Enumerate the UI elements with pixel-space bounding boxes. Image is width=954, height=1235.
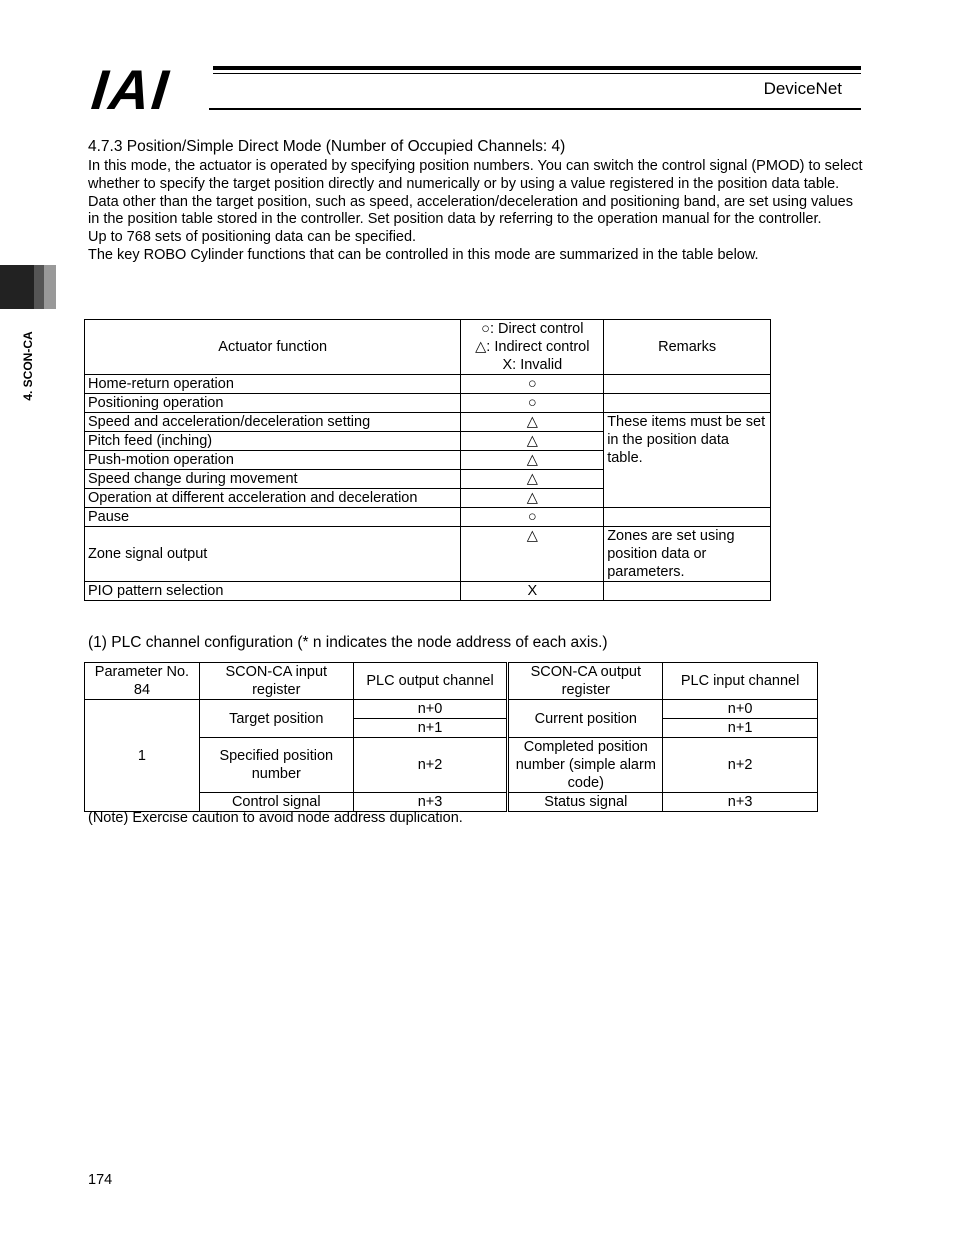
mark-cell: △ <box>461 451 604 470</box>
note-text: (Note) Exercise caution to avoid node address duplication. <box>88 810 463 826</box>
table-header-row <box>85 320 771 375</box>
function-cell: Speed and acceleration/deceleration setting <box>85 413 461 432</box>
remarks-cell <box>604 375 771 394</box>
remarks-position-table: These items must be set in the position data table. <box>604 413 771 508</box>
channel-cell: n+2 <box>663 738 818 793</box>
remarks-cell <box>604 394 771 413</box>
function-cell: Operation at different acceleration and deceleration <box>85 489 461 508</box>
paragraph: The key ROBO Cylinder functions that can be controlled in this mode are summarized in the table below. <box>88 246 759 263</box>
table-row <box>85 394 771 413</box>
header-legend <box>461 320 604 375</box>
header-param: Parameter No. 84 <box>85 663 200 700</box>
header-title: DeviceNet <box>763 79 842 98</box>
channel-cell: n+0 <box>353 700 508 719</box>
function-cell: Pause <box>85 508 461 527</box>
paragraph: Data other than the target position, such as speed, acceleration/deceleration and positioning band, are set using values in the position table stored in the controller. Set position data by referring to the operation manual for the controller. <box>88 193 853 228</box>
header-output-register: SCON-CA output register <box>508 663 663 700</box>
chapter-tab-mid <box>34 265 44 309</box>
function-cell: PIO pattern selection <box>85 582 461 601</box>
remarks-cell <box>604 582 771 601</box>
table-row <box>85 700 818 719</box>
header-function: Actuator function <box>85 320 461 375</box>
iai-logo: IAI <box>88 58 173 121</box>
table-row <box>85 508 771 527</box>
legend-invalid: X: Invalid <box>502 357 563 373</box>
function-cell: Pitch feed (inching) <box>85 432 461 451</box>
mark-cell: △ <box>461 489 604 508</box>
header-remarks: Remarks <box>604 320 771 375</box>
mark-cell: △ <box>461 470 604 489</box>
table-header-row <box>85 663 818 700</box>
header-rule <box>213 66 861 70</box>
function-cell: Speed change during movement <box>85 470 461 489</box>
mark-cell: △ <box>461 413 604 432</box>
paragraph: Up to 768 sets of positioning data can be specified. <box>88 229 417 246</box>
mark-cell: △ <box>461 432 604 451</box>
function-cell: Positioning operation <box>85 394 461 413</box>
legend-direct: ○: Direct control <box>481 321 584 337</box>
target-position-cell: Target position <box>199 700 353 738</box>
section-title: 4.7.3 Position/Simple Direct Mode (Number of Occupied Channels: 4) <box>88 138 566 155</box>
header-rule-thin <box>213 73 861 74</box>
remarks-cell <box>604 508 771 527</box>
current-position-cell: Current position <box>508 700 663 738</box>
channel-cell: n+1 <box>353 719 508 738</box>
remarks-zone: Zones are set using position data or parameters. <box>604 527 771 582</box>
control-signal-cell: Control signal <box>199 793 353 812</box>
paragraph: In this mode, the actuator is operated by specifying position numbers. You can switch the control signal (PMOD) to select whether to specify the target position directly and numerically or by using a value registered in the position data table. <box>88 158 863 192</box>
completed-position-cell: Completed position number (simple alarm code) <box>508 738 663 793</box>
header-plc-output: PLC output channel <box>353 663 508 700</box>
mark-cell: △ <box>461 527 604 582</box>
plc-section-title: (1) PLC channel configuration (* n indicates the node address of each axis.) <box>88 634 608 651</box>
header-rule-bottom <box>209 108 861 110</box>
status-signal-cell: Status signal <box>508 793 663 812</box>
section-body <box>88 158 866 265</box>
table-row <box>85 527 771 582</box>
chapter-tab-light <box>44 265 56 309</box>
mark-cell: ○ <box>461 508 604 527</box>
table-row <box>85 375 771 394</box>
channel-cell: n+0 <box>663 700 818 719</box>
chapter-label: 4. SCON-CA <box>21 331 35 401</box>
mark-cell: ○ <box>461 394 604 413</box>
channel-cell: n+1 <box>663 719 818 738</box>
channel-cell: n+3 <box>353 793 508 812</box>
header-plc-input: PLC input channel <box>663 663 818 700</box>
function-cell: Push-motion operation <box>85 451 461 470</box>
chapter-tab-dark <box>0 265 34 309</box>
page-number: 174 <box>88 1172 113 1188</box>
legend-indirect: △: Indirect control <box>475 339 590 355</box>
table-row <box>85 582 771 601</box>
function-table <box>84 319 771 601</box>
channel-cell: n+2 <box>353 738 508 793</box>
channel-cell: n+3 <box>663 793 818 812</box>
specified-position-cell: Specified position number <box>199 738 353 793</box>
mark-cell: ○ <box>461 375 604 394</box>
plc-channel-table <box>84 662 818 812</box>
param-value-cell: 1 <box>85 700 200 812</box>
mark-cell: X <box>461 582 604 601</box>
header-input-register: SCON-CA input register <box>199 663 353 700</box>
function-cell: Home-return operation <box>85 375 461 394</box>
table-row <box>85 413 771 432</box>
function-cell: Zone signal output <box>85 527 461 582</box>
